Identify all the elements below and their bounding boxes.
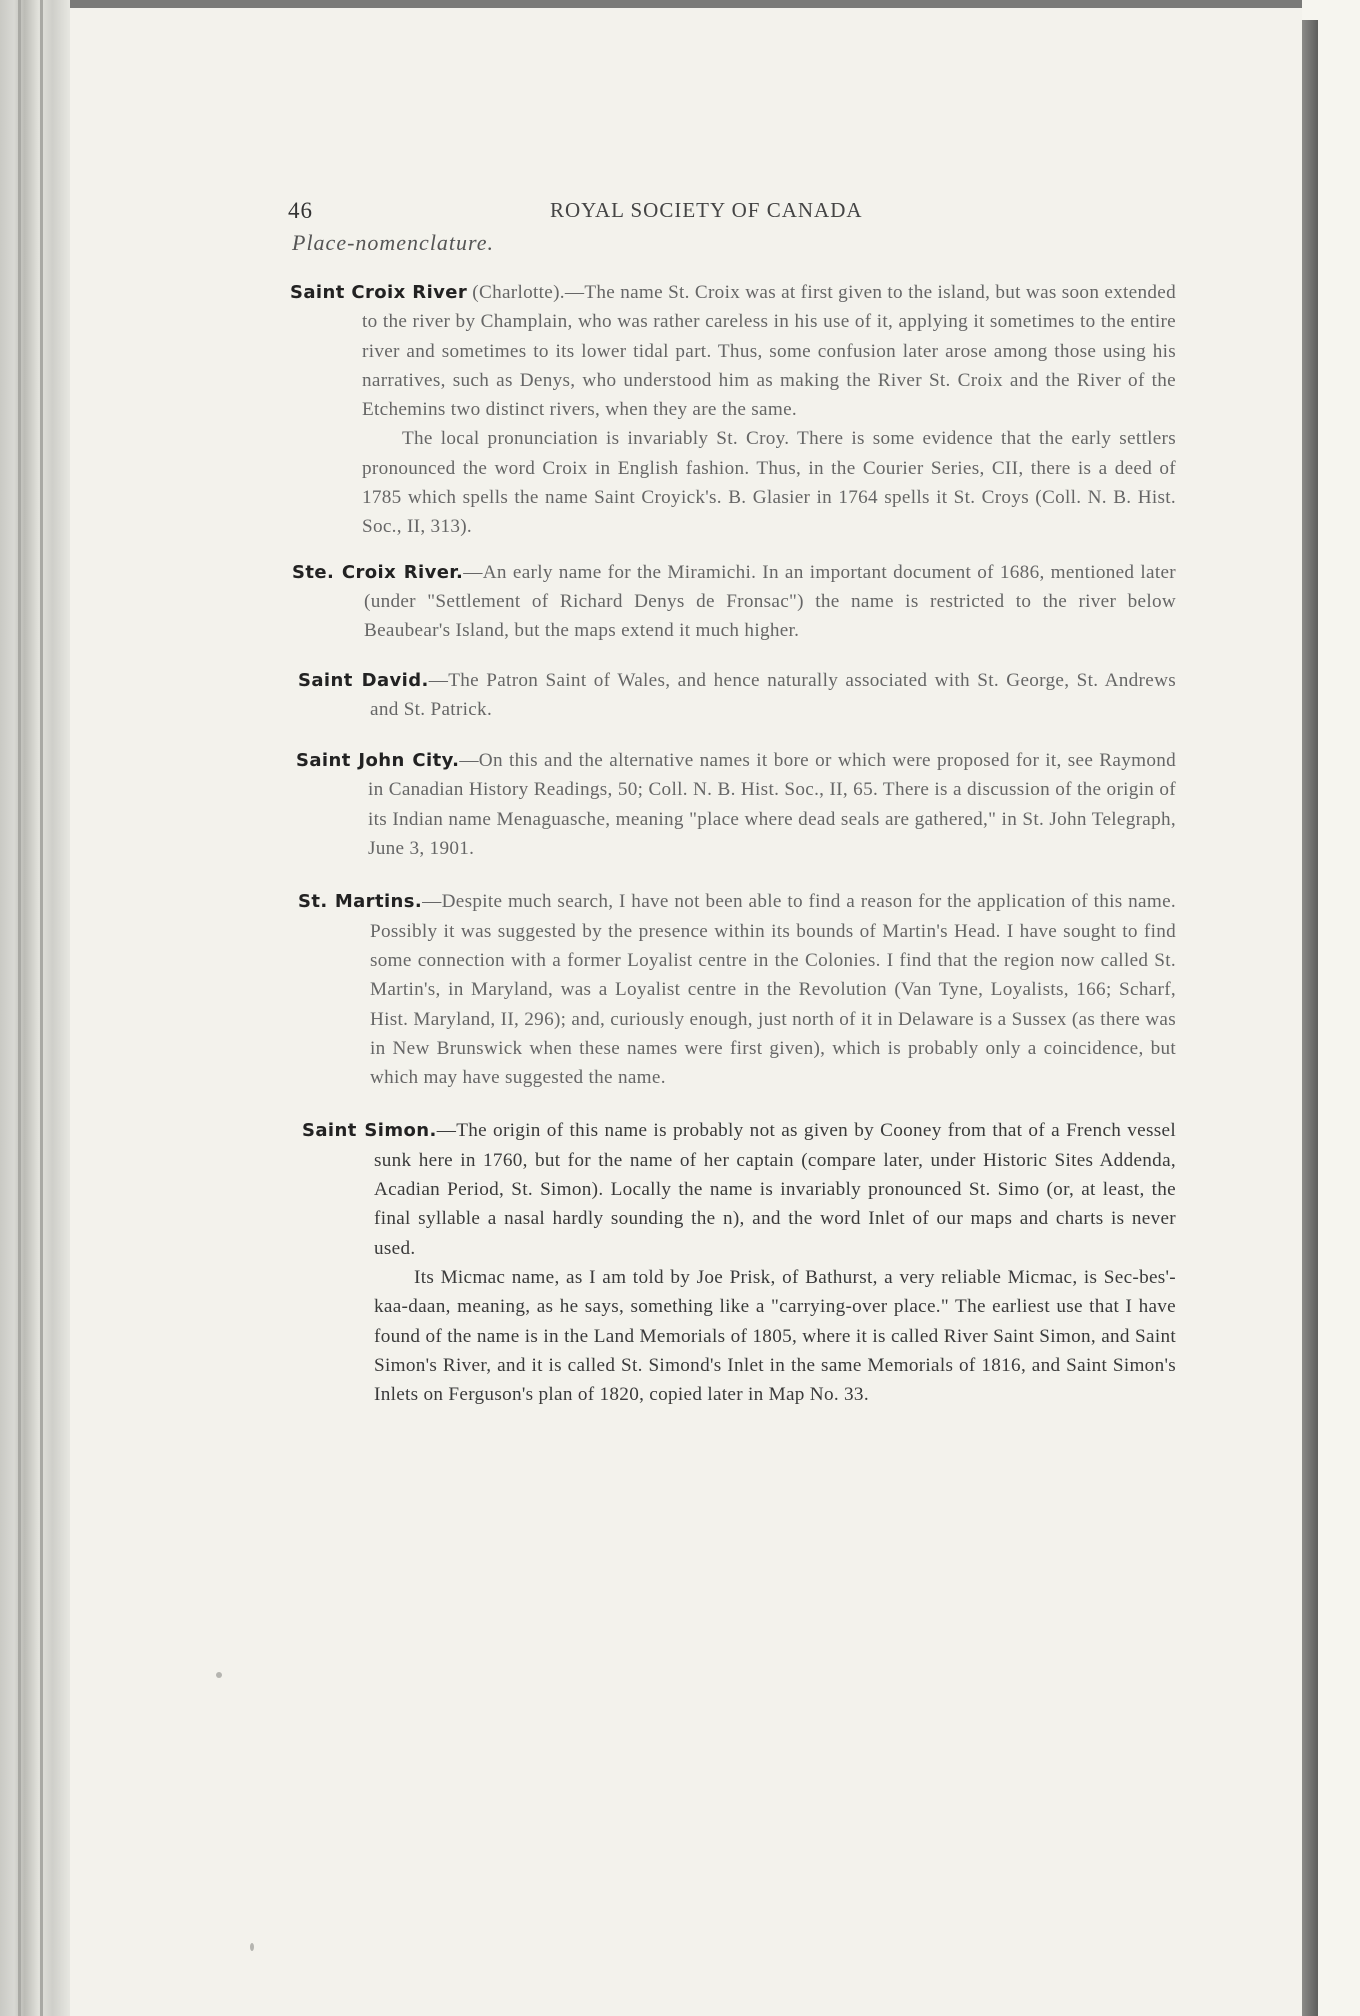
entry-headword: Saint David. — [298, 669, 429, 691]
page-header — [288, 190, 1176, 230]
page-content — [288, 190, 1176, 1423]
book-binding — [0, 0, 70, 2016]
entry-st-martins — [298, 887, 1176, 1092]
entry-headword: Saint John City. — [296, 750, 460, 772]
entry-paragraph — [302, 1116, 1176, 1262]
entry-text: (Charlotte).—The name St. Croix was at first given to the island, but was soon extended to the river by Champlain, who was rather careless in his use of it, applying it sometimes to the entire river and sometimes to its lower tidal part. Thus, some confusion later arose among those using his narratives, such as Denys, who understood him as making the River St. Croix and the River of the Etchemins two distinct rivers, when they are the same. — [362, 282, 1176, 421]
entry-text: —The origin of this name is probably not as given by Cooney from that of a French vessel sunk here in 1760, but for the name of her captain (compare later, under Historic Sites Addenda, Acadian Period, St. Simon). Locally the name is invariably pronounced St. Simo (or, at least, the final syllable a nasal hardly sounding the n), and the word Inlet of our maps and charts is never used. — [374, 1120, 1176, 1259]
entry-paragraph — [374, 1263, 1176, 1409]
entry-text: —Despite much search, I have not been able to find a reason for the application of this name. Possibly it was suggested by the presence within its bounds of Martin's Head. I have sought to find some connection with a former Loyalist centre in the Colonies. I find that the region now called St. Martin's, in Maryland, was a Loyalist centre in the Revolution (Van Tyne, Loyalists, 166; Scharf, Hist. Maryland, II, 296); and, curiously enough, just north of it in Delaware is a Sussex (as there was in New Brunswick when these names were first given), which is probably only a coincidence, but which may have suggested the name. — [370, 891, 1176, 1089]
entry-paragraph — [292, 558, 1176, 646]
entry-headword: Saint Simon. — [302, 1120, 437, 1142]
entry-headword: St. Martins. — [298, 891, 423, 913]
page-number: 46 — [288, 198, 313, 223]
entry-paragraph — [362, 424, 1176, 541]
entry-ste-croix-river — [292, 558, 1176, 646]
entry-text: Its Micmac name, as I am told by Joe Prisk, of Bathurst, a very reliable Micmac, is Sec-bes'-kaa-daan, meaning, as he says, something like a "carrying-over place." The earliest use that I have found of the name is in the Land Memorials of 1805, where it is called River Saint Simon, and Saint Simon's River, and it is called St. Simond's Inlet in the same Memorials of 1816, and Saint Simon's Inlets on Ferguson's plan of 1820, copied later in Map No. 33. — [374, 1266, 1176, 1406]
running-head: ROYAL SOCIETY OF CANADA — [550, 198, 863, 222]
page-edge-shadow — [1302, 20, 1318, 2016]
entry-saint-david — [298, 666, 1176, 725]
entry-paragraph — [298, 666, 1176, 725]
entry-saint-croix-river — [290, 278, 1176, 542]
entry-headword: Ste. Croix River. — [292, 561, 464, 583]
entry-saint-john-city — [296, 746, 1176, 863]
entry-saint-simon — [302, 1116, 1176, 1409]
binding-line — [40, 0, 43, 2016]
entry-paragraph — [296, 746, 1177, 863]
paper-speck — [250, 1943, 254, 1951]
entry-paragraph — [298, 887, 1176, 1092]
entry-text: —An early name for the Miramichi. In an important document of 1686, mentioned later (under "Settlement of Richard Denys de Fronsac") the name is restricted to the river below Beaubear's Island, but the maps extend it much higher. — [364, 561, 1176, 642]
entry-text: —On this and the alternative names it bore or which were proposed for it, see Raymond in Canadian History Readings, 50; Coll. N. B. Hist. Soc., II, 65. There is a discussion of the origin of its Indian name Menaguasche, meaning "place where dead seals are gathered," in St. John Telegraph, June 3, 1901. — [368, 750, 1177, 860]
binding-line — [18, 0, 21, 2016]
scan-top-shadow — [0, 0, 1360, 8]
section-title: Place-nomenclature. — [292, 230, 495, 255]
entry-text: —The Patron Saint of Wales, and hence naturally associated with St. George, St. Andrews and St. Patrick. — [370, 669, 1176, 720]
paper-speck — [216, 1672, 222, 1678]
entry-text: The local pronunciation is invariably St. Croy. There is some evidence that the early settlers pronounced the word Croix in English fashion. Thus, in the Courier Series, CII, there is a deed of 1785 which spells the name Saint Croyick's. B. Glasier in 1764 spells it St. Croys (Coll. N. B. Hist. Soc., II, 313). — [362, 428, 1176, 538]
entry-headword: Saint Croix River — [290, 282, 468, 303]
entry-paragraph — [290, 278, 1176, 424]
